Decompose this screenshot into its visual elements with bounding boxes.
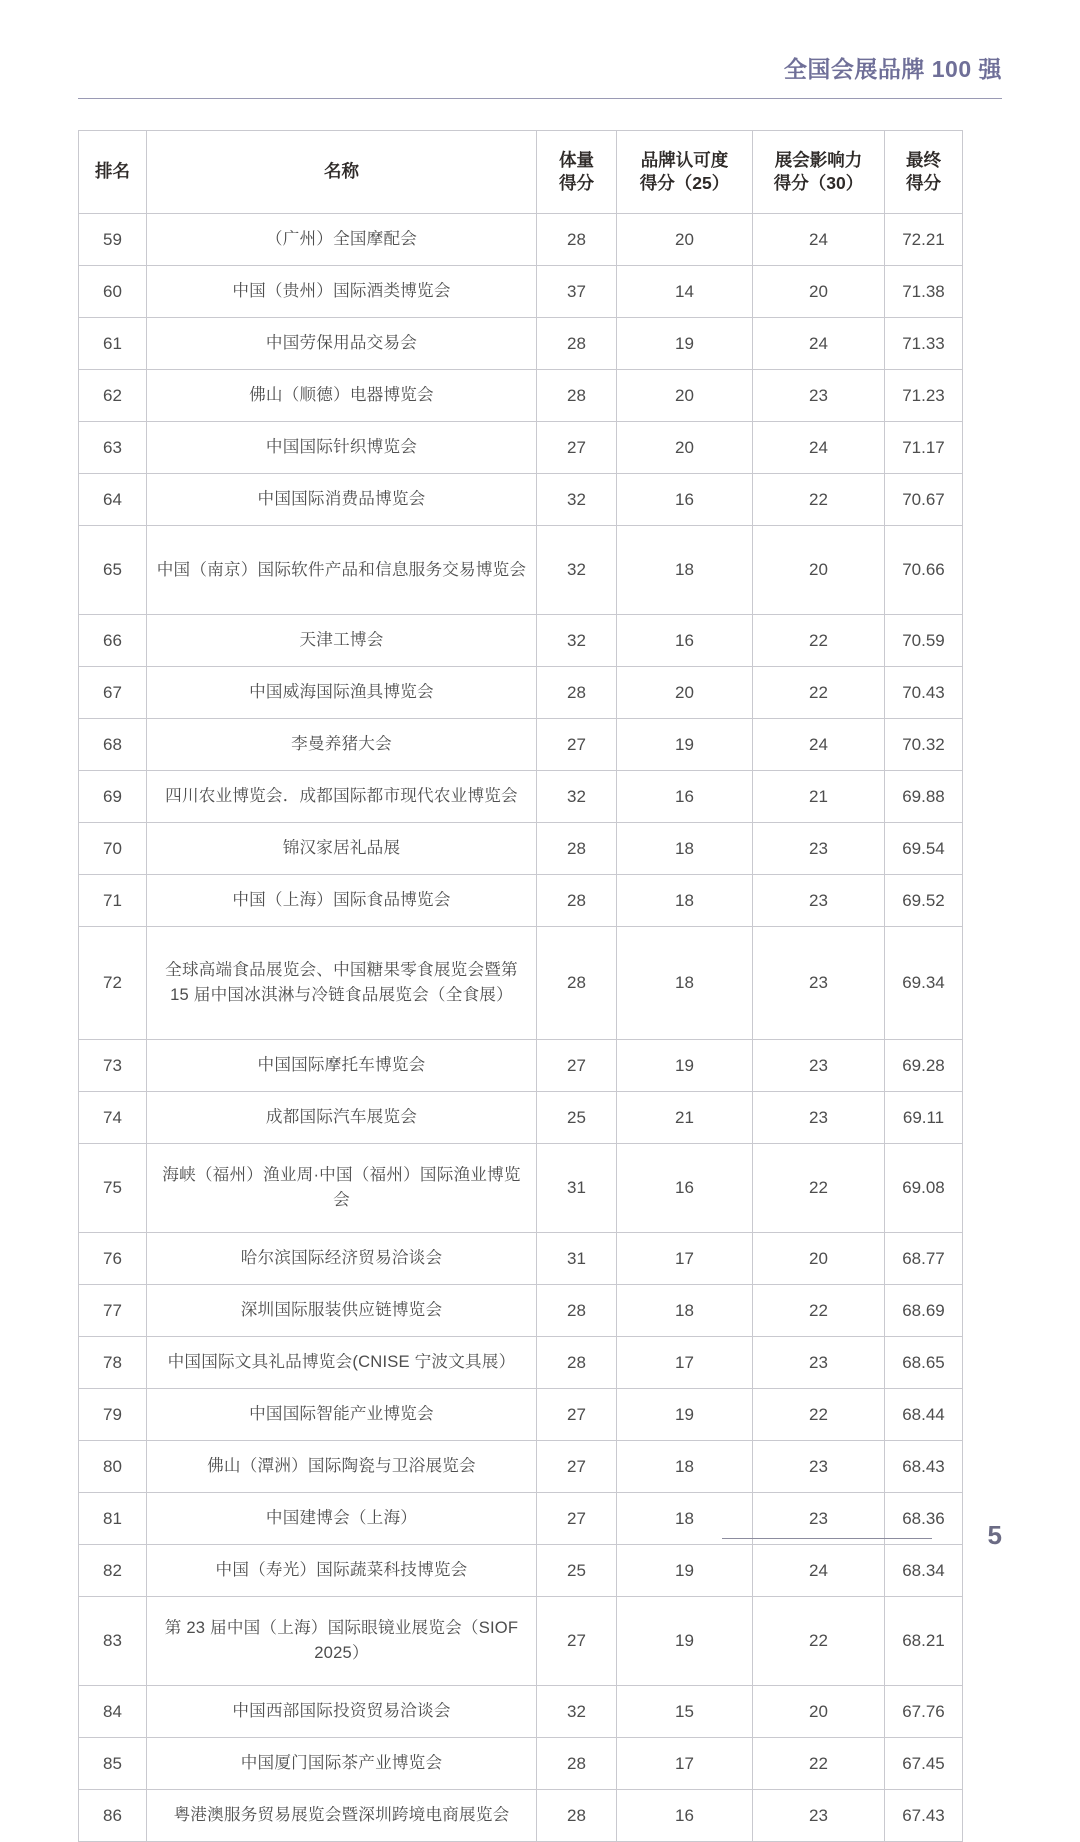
cell-name: 中国国际针织博览会 (147, 422, 537, 474)
cell-final-score: 72.21 (885, 214, 963, 266)
table-row (79, 526, 963, 615)
table-row (79, 318, 963, 370)
cell-brand-score: 21 (617, 1092, 753, 1144)
cell-rank: 59 (79, 214, 147, 266)
cell-name: 成都国际汽车展览会 (147, 1092, 537, 1144)
cell-rank: 77 (79, 1285, 147, 1337)
cell-name: 全球高端食品展览会、中国糖果零食展览会暨第 15 届中国冰淇淋与冷链食品展览会（全食展） (147, 927, 537, 1040)
column-header-volume-line1: 体量 (559, 149, 594, 170)
cell-name: 中国（寿光）国际蔬菜科技博览会 (147, 1545, 537, 1597)
cell-volume-score: 28 (537, 823, 617, 875)
cell-volume-score: 25 (537, 1545, 617, 1597)
column-header-influence-line1: 展会影响力 (774, 149, 863, 170)
page-number: 5 (987, 1520, 1002, 1550)
cell-rank: 78 (79, 1337, 147, 1389)
cell-rank: 81 (79, 1493, 147, 1545)
cell-name: 中国劳保用品交易会 (147, 318, 537, 370)
cell-influence-score: 21 (753, 771, 885, 823)
cell-brand-score: 17 (617, 1738, 753, 1790)
cell-final-score: 69.52 (885, 875, 963, 927)
cell-volume-score: 28 (537, 1285, 617, 1337)
cell-rank: 76 (79, 1233, 147, 1285)
column-header-name (147, 131, 537, 214)
cell-name: 中国建博会（上海） (147, 1493, 537, 1545)
cell-volume-score: 28 (537, 1337, 617, 1389)
cell-rank: 64 (79, 474, 147, 526)
column-header-volume-score (537, 131, 617, 214)
table-body (79, 214, 963, 1842)
cell-brand-score: 20 (617, 422, 753, 474)
cell-influence-score: 22 (753, 615, 885, 667)
cell-influence-score: 20 (753, 1686, 885, 1738)
cell-name: 中国西部国际投资贸易洽谈会 (147, 1686, 537, 1738)
cell-brand-score: 18 (617, 526, 753, 615)
cell-brand-score: 18 (617, 927, 753, 1040)
cell-name: 海峡（福州）渔业周·中国（福州）国际渔业博览会 (147, 1144, 537, 1233)
header-divider (78, 98, 1002, 99)
table-row (79, 1233, 963, 1285)
cell-final-score: 69.34 (885, 927, 963, 1040)
cell-name: 中国（贵州）国际酒类博览会 (147, 266, 537, 318)
cell-influence-score: 23 (753, 1337, 885, 1389)
column-header-volume-line2: 得分 (559, 173, 594, 193)
cell-volume-score: 28 (537, 214, 617, 266)
cell-final-score: 68.21 (885, 1597, 963, 1686)
table-header-row (79, 131, 963, 214)
cell-final-score: 67.45 (885, 1738, 963, 1790)
cell-influence-score: 23 (753, 823, 885, 875)
cell-influence-score: 24 (753, 1545, 885, 1597)
cell-brand-score: 16 (617, 771, 753, 823)
cell-volume-score: 27 (537, 1493, 617, 1545)
cell-influence-score: 20 (753, 266, 885, 318)
cell-name: 中国国际摩托车博览会 (147, 1040, 537, 1092)
cell-brand-score: 19 (617, 719, 753, 771)
cell-name: 中国国际文具礼品博览会(CNISE 宁波文具展） (147, 1337, 537, 1389)
column-header-rank (79, 131, 147, 214)
cell-rank: 66 (79, 615, 147, 667)
cell-brand-score: 20 (617, 370, 753, 422)
cell-brand-score: 17 (617, 1337, 753, 1389)
cell-volume-score: 28 (537, 370, 617, 422)
table-row (79, 214, 963, 266)
cell-brand-score: 19 (617, 1545, 753, 1597)
running-header (78, 54, 1002, 100)
cell-influence-score: 22 (753, 1144, 885, 1233)
table-row (79, 771, 963, 823)
table-row (79, 1040, 963, 1092)
table-row (79, 422, 963, 474)
cell-brand-score: 16 (617, 1790, 753, 1842)
cell-brand-score: 18 (617, 1285, 753, 1337)
cell-volume-score: 37 (537, 266, 617, 318)
cell-influence-score: 20 (753, 526, 885, 615)
cell-rank: 69 (79, 771, 147, 823)
cell-volume-score: 31 (537, 1144, 617, 1233)
cell-final-score: 70.59 (885, 615, 963, 667)
cell-rank: 72 (79, 927, 147, 1040)
cell-brand-score: 15 (617, 1686, 753, 1738)
cell-influence-score: 22 (753, 1738, 885, 1790)
cell-final-score: 71.23 (885, 370, 963, 422)
cell-influence-score: 22 (753, 474, 885, 526)
cell-name: 佛山（顺德）电器博览会 (147, 370, 537, 422)
cell-final-score: 68.44 (885, 1389, 963, 1441)
cell-final-score: 71.33 (885, 318, 963, 370)
cell-volume-score: 28 (537, 318, 617, 370)
cell-volume-score: 28 (537, 1790, 617, 1842)
ranking-table-container (78, 130, 962, 1842)
cell-final-score: 70.67 (885, 474, 963, 526)
cell-influence-score: 24 (753, 318, 885, 370)
cell-final-score: 68.34 (885, 1545, 963, 1597)
cell-brand-score: 19 (617, 318, 753, 370)
table-header (79, 131, 963, 214)
cell-name: 中国威海国际渔具博览会 (147, 667, 537, 719)
column-header-name-line1: 名称 (324, 161, 359, 182)
column-header-final-score (885, 131, 963, 214)
cell-rank: 82 (79, 1545, 147, 1597)
cell-rank: 75 (79, 1144, 147, 1233)
cell-rank: 84 (79, 1686, 147, 1738)
cell-name: 佛山（潭洲）国际陶瓷与卫浴展览会 (147, 1441, 537, 1493)
column-header-influence-line2: 得分（30） (773, 173, 864, 193)
cell-volume-score: 32 (537, 474, 617, 526)
cell-name: 哈尔滨国际经济贸易洽谈会 (147, 1233, 537, 1285)
cell-volume-score: 32 (537, 771, 617, 823)
footer-divider (722, 1538, 932, 1539)
cell-final-score: 69.08 (885, 1144, 963, 1233)
cell-rank: 79 (79, 1389, 147, 1441)
table-row (79, 474, 963, 526)
column-header-brand-line1: 品牌认可度 (640, 149, 729, 170)
cell-influence-score: 20 (753, 1233, 885, 1285)
cell-brand-score: 18 (617, 875, 753, 927)
cell-name: 中国（南京）国际软件产品和信息服务交易博览会 (147, 526, 537, 615)
cell-name: 锦汉家居礼品展 (147, 823, 537, 875)
cell-rank: 74 (79, 1092, 147, 1144)
cell-brand-score: 19 (617, 1389, 753, 1441)
cell-name: 天津工博会 (147, 615, 537, 667)
cell-rank: 73 (79, 1040, 147, 1092)
cell-volume-score: 31 (537, 1233, 617, 1285)
cell-final-score: 68.69 (885, 1285, 963, 1337)
table-row (79, 266, 963, 318)
column-header-final-line2: 得分 (906, 173, 941, 193)
table-row (79, 1790, 963, 1842)
cell-brand-score: 16 (617, 1144, 753, 1233)
cell-brand-score: 16 (617, 615, 753, 667)
cell-volume-score: 28 (537, 1738, 617, 1790)
cell-final-score: 67.43 (885, 1790, 963, 1842)
cell-rank: 71 (79, 875, 147, 927)
cell-influence-score: 24 (753, 719, 885, 771)
cell-volume-score: 27 (537, 1441, 617, 1493)
cell-brand-score: 19 (617, 1040, 753, 1092)
table-row (79, 1337, 963, 1389)
cell-volume-score: 25 (537, 1092, 617, 1144)
cell-name: 粤港澳服务贸易展览会暨深圳跨境电商展览会 (147, 1790, 537, 1842)
cell-rank: 83 (79, 1597, 147, 1686)
cell-volume-score: 27 (537, 422, 617, 474)
cell-rank: 65 (79, 526, 147, 615)
cell-name: 第 23 届中国（上海）国际眼镜业展览会（SIOF 2025） (147, 1597, 537, 1686)
cell-brand-score: 16 (617, 474, 753, 526)
page-footer (78, 1518, 1002, 1554)
table-row (79, 1144, 963, 1233)
cell-rank: 70 (79, 823, 147, 875)
cell-rank: 63 (79, 422, 147, 474)
cell-influence-score: 24 (753, 214, 885, 266)
cell-rank: 80 (79, 1441, 147, 1493)
column-header-brand-score (617, 131, 753, 214)
cell-final-score: 70.66 (885, 526, 963, 615)
cell-name: 深圳国际服装供应链博览会 (147, 1285, 537, 1337)
cell-influence-score: 22 (753, 667, 885, 719)
cell-final-score: 68.43 (885, 1441, 963, 1493)
cell-name: （广州）全国摩配会 (147, 214, 537, 266)
cell-rank: 68 (79, 719, 147, 771)
cell-volume-score: 27 (537, 1389, 617, 1441)
column-header-rank-line1: 排名 (95, 161, 130, 182)
table-row (79, 370, 963, 422)
cell-rank: 67 (79, 667, 147, 719)
cell-volume-score: 28 (537, 667, 617, 719)
table-row (79, 875, 963, 927)
cell-brand-score: 18 (617, 1441, 753, 1493)
cell-brand-score: 19 (617, 1597, 753, 1686)
cell-brand-score: 20 (617, 667, 753, 719)
column-header-final-line1: 最终 (906, 149, 941, 170)
cell-final-score: 68.65 (885, 1337, 963, 1389)
cell-influence-score: 24 (753, 422, 885, 474)
table-row (79, 1441, 963, 1493)
table-row (79, 1686, 963, 1738)
table-row (79, 1285, 963, 1337)
page-title: 全国会展品牌 100 强 (783, 56, 1002, 82)
cell-brand-score: 17 (617, 1233, 753, 1285)
cell-influence-score: 23 (753, 927, 885, 1040)
cell-final-score: 70.32 (885, 719, 963, 771)
table-row (79, 927, 963, 1040)
cell-volume-score: 32 (537, 1686, 617, 1738)
cell-brand-score: 18 (617, 1493, 753, 1545)
cell-name: 李曼养猪大会 (147, 719, 537, 771)
cell-influence-score: 23 (753, 875, 885, 927)
cell-volume-score: 32 (537, 526, 617, 615)
cell-final-score: 69.28 (885, 1040, 963, 1092)
cell-volume-score: 32 (537, 615, 617, 667)
table-row (79, 615, 963, 667)
cell-volume-score: 27 (537, 1040, 617, 1092)
cell-name: 四川农业博览会．成都国际都市现代农业博览会 (147, 771, 537, 823)
cell-rank: 61 (79, 318, 147, 370)
cell-final-score: 69.88 (885, 771, 963, 823)
cell-final-score: 71.17 (885, 422, 963, 474)
table-row (79, 667, 963, 719)
cell-influence-score: 23 (753, 1493, 885, 1545)
cell-final-score: 68.77 (885, 1233, 963, 1285)
table-row (79, 1597, 963, 1686)
cell-final-score: 68.36 (885, 1493, 963, 1545)
ranking-table (78, 130, 963, 1842)
cell-influence-score: 23 (753, 370, 885, 422)
cell-influence-score: 22 (753, 1389, 885, 1441)
cell-rank: 62 (79, 370, 147, 422)
cell-influence-score: 23 (753, 1790, 885, 1842)
cell-brand-score: 18 (617, 823, 753, 875)
cell-name: 中国（上海）国际食品博览会 (147, 875, 537, 927)
table-row (79, 1738, 963, 1790)
column-header-brand-line2: 得分（25） (639, 173, 730, 193)
cell-final-score: 67.76 (885, 1686, 963, 1738)
cell-brand-score: 20 (617, 214, 753, 266)
column-header-influence-score (753, 131, 885, 214)
cell-rank: 60 (79, 266, 147, 318)
cell-influence-score: 23 (753, 1040, 885, 1092)
cell-influence-score: 22 (753, 1597, 885, 1686)
cell-influence-score: 23 (753, 1092, 885, 1144)
cell-influence-score: 23 (753, 1441, 885, 1493)
table-row (79, 1389, 963, 1441)
cell-final-score: 69.54 (885, 823, 963, 875)
cell-volume-score: 27 (537, 719, 617, 771)
cell-name: 中国国际智能产业博览会 (147, 1389, 537, 1441)
cell-volume-score: 28 (537, 927, 617, 1040)
cell-volume-score: 28 (537, 875, 617, 927)
cell-name: 中国厦门国际茶产业博览会 (147, 1738, 537, 1790)
cell-influence-score: 22 (753, 1285, 885, 1337)
cell-final-score: 69.11 (885, 1092, 963, 1144)
table-row (79, 719, 963, 771)
cell-name: 中国国际消费品博览会 (147, 474, 537, 526)
cell-volume-score: 27 (537, 1597, 617, 1686)
cell-brand-score: 14 (617, 266, 753, 318)
cell-rank: 86 (79, 1790, 147, 1842)
cell-rank: 85 (79, 1738, 147, 1790)
table-row (79, 1092, 963, 1144)
table-row (79, 823, 963, 875)
cell-final-score: 70.43 (885, 667, 963, 719)
cell-final-score: 71.38 (885, 266, 963, 318)
